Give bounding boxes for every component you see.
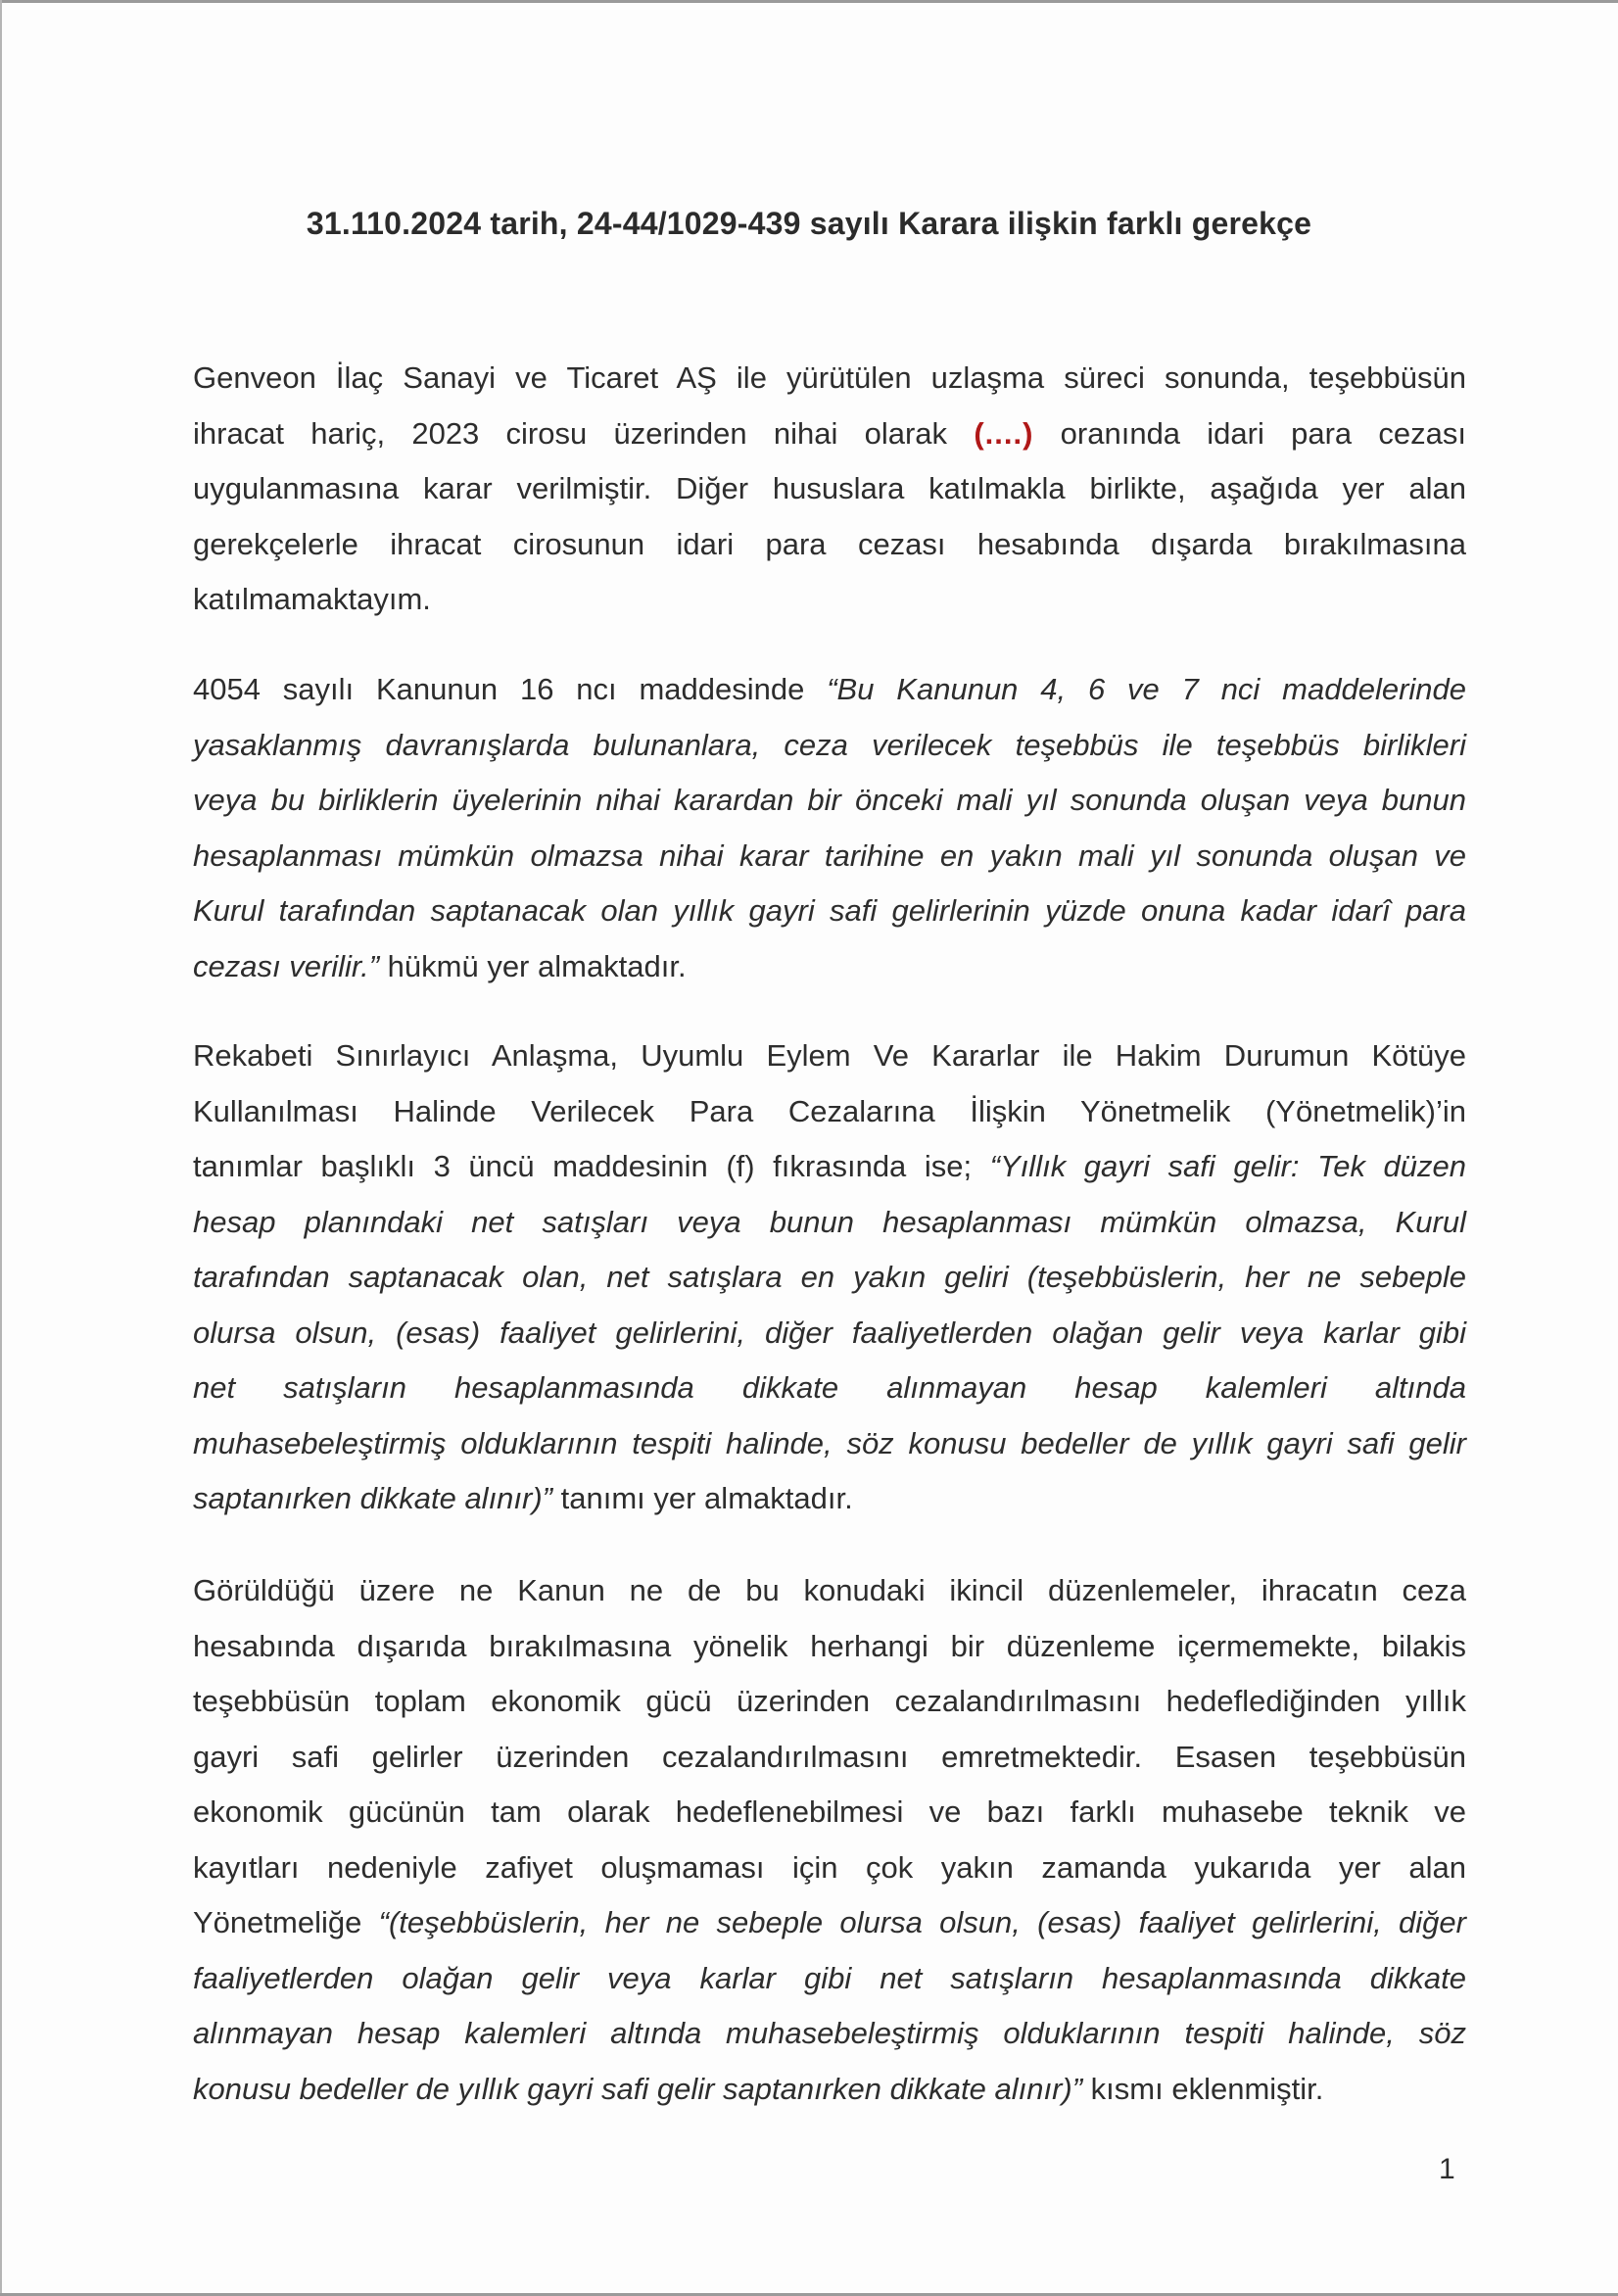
quoted-text: tarafından saptanacak olan, net satışlara en yakın geliri (teşebbüslerin, her ne sebeple	[193, 1260, 1466, 1294]
quoted-text: muhasebeleştirmiş olduklarının tespiti halinde, söz konusu bedeller de yıllık gayri safi gelir	[193, 1425, 1466, 1460]
quoted-text: “Yıllık gayri safi gelir: Tek düzen	[972, 1149, 1466, 1183]
paragraph-line	[193, 1951, 1466, 2007]
paragraph-line	[193, 1306, 1466, 1362]
paragraph-line: Görüldüğü üzere ne Kanun ne de bu konudaki ikincil düzenlemeler, ihracatın ceza	[193, 1573, 1466, 1607]
paragraph-3	[193, 1028, 1466, 1527]
paragraph-line	[193, 829, 1466, 885]
quoted-text: faaliyetlerden olağan gelir veya karlar gibi net satışların hesaplanmasında dikkate	[193, 1960, 1466, 1995]
paragraph-line	[193, 1416, 1466, 1472]
paragraph-line: Rekabeti Sınırlayıcı Anlaşma, Uyumlu Eylem Ve Kararlar ile Hakim Durumun Kötüye	[193, 1038, 1466, 1073]
paragraph-line: gerekçelerle ihracat cirosunun idari para cezası hesabında dışarda bırakılmasına	[193, 526, 1466, 561]
paragraph-line	[193, 1139, 1466, 1195]
paragraph-line	[193, 1361, 1466, 1416]
quoted-text: hesaplanması mümkün olmazsa nihai karar tarihine en yakın mali yıl sonunda oluşan ve	[193, 837, 1466, 873]
quoted-text: “(teşebbüslerin, her ne sebeple olursa olsun, (esas) faaliyet gelirlerini, diğer	[378, 1905, 1466, 1939]
quoted-text: “Bu Kanunun 4, 6 ve 7 nci maddelerinde	[827, 672, 1467, 706]
paragraph-line	[193, 1471, 1466, 1527]
text-run: ihracat hariç, 2023 cirosu üzerinden nihai olarak	[193, 415, 948, 451]
text-run: kısmı eklenmiştir.	[1082, 2071, 1324, 2106]
paragraph-line	[193, 1895, 1466, 1951]
paragraph-line: uygulanmasına karar verilmiştir. Diğer hususlara katılmakla birlikte, aşağıda yer alan	[193, 471, 1466, 505]
paragraph-line: hesabında dışarıda bırakılmasına yönelik herhangi bir düzenleme içermemekte, bilakis	[193, 1628, 1466, 1663]
quoted-text: yasaklanmış davranışlarda bulunanlara, ceza verilecek teşebbüs ile teşebbüs birlikleri	[193, 727, 1466, 762]
paragraph-line	[193, 1195, 1466, 1251]
paragraph-4	[193, 1563, 1466, 2117]
paragraph-line: ekonomik gücünün tam olarak hedeflenebilmesi ve bazı farklı muhasebe teknik ve	[193, 1794, 1466, 1829]
quoted-text: konusu bedeller de yıllık gayri safi gelir saptanırken dikkate alınır)”	[193, 2071, 1083, 2106]
quoted-text: Kurul tarafından saptanacak olan yıllık gayri safi gelirlerinin yüzde onuna kadar idarî para	[193, 893, 1466, 928]
text-run: tanımlar başlıklı 3 üncü maddesinin (f) fıkrasında ise;	[193, 1149, 973, 1183]
quoted-text: alınmayan hesap kalemleri altında muhasebeleştirmiş olduklarının tespiti halinde, söz	[193, 2016, 1466, 2050]
text-run: 4054 sayılı Kanunun 16 ncı maddesinde	[193, 672, 805, 706]
paragraph-line	[193, 407, 1466, 462]
paragraph-line: Kullanılması Halinde Verilecek Para Cezalarına İlişkin Yönetmelik (Yönetmelik)’in	[193, 1093, 1466, 1128]
text-run: oranında idari para cezası	[1060, 415, 1467, 451]
quoted-text: cezası verilir.”	[193, 948, 380, 983]
redaction-mark: (....)	[974, 415, 1034, 451]
paragraph-line: kayıtları nedeniyle zafiyet oluşmaması için çok yakın zamanda yukarıda yer alan	[193, 1849, 1466, 1885]
paragraph-line: katılmamaktayım.	[193, 582, 431, 616]
paragraph-line	[193, 773, 1466, 829]
text-run: hükmü yer almaktadır.	[379, 948, 687, 983]
paragraph-2	[193, 662, 1466, 994]
quoted-text: net satışların hesaplanmasında dikkate alınmayan hesap kalemleri altında	[193, 1370, 1466, 1405]
scan-edge-top	[0, 0, 1618, 3]
text-run: tanımı yer almaktadır.	[552, 1481, 853, 1515]
paragraph-line	[193, 884, 1466, 939]
quoted-text: veya bu birliklerin üyelerinin nihai karardan bir önceki mali yıl sonunda oluşan veya bunun	[193, 783, 1466, 817]
paragraph-line	[193, 2006, 1466, 2062]
paragraph-line	[193, 1250, 1466, 1306]
quoted-text: saptanırken dikkate alınır)”	[193, 1481, 553, 1515]
scan-edge-left	[0, 0, 2, 2296]
quoted-text: hesap planındaki net satışları veya bunun hesaplanması mümkün olmazsa, Kurul	[193, 1204, 1466, 1239]
document-title: 31.110.2024 tarih, 24-44/1029-439 sayılı Karara ilişkin farklı gerekçe	[306, 206, 1312, 241]
paragraph-line: gayri safi gelirler üzerinden cezalandırılmasını emretmektedir. Esasen teşebbüsün	[193, 1739, 1466, 1774]
paragraph-1	[193, 351, 1466, 628]
paragraph-line	[193, 718, 1466, 774]
page-number: 1	[1439, 2153, 1455, 2185]
quoted-text: olursa olsun, (esas) faaliyet gelirlerini, diğer faaliyetlerden olağan gelir veya karlar gibi	[193, 1315, 1466, 1350]
paragraph-line: Genveon İlaç Sanayi ve Ticaret AŞ ile yürütülen uzlaşma süreci sonunda, teşebbüsün	[193, 360, 1466, 395]
paragraph-line	[193, 939, 1466, 995]
text-run: Yönetmeliğe	[193, 1905, 379, 1939]
paragraph-line: teşebbüsün toplam ekonomik gücü üzerinden cezalandırılmasını hedeflediğinden yıllık	[193, 1684, 1466, 1718]
paragraph-line	[193, 2062, 1466, 2118]
paragraph-line	[193, 662, 1466, 718]
